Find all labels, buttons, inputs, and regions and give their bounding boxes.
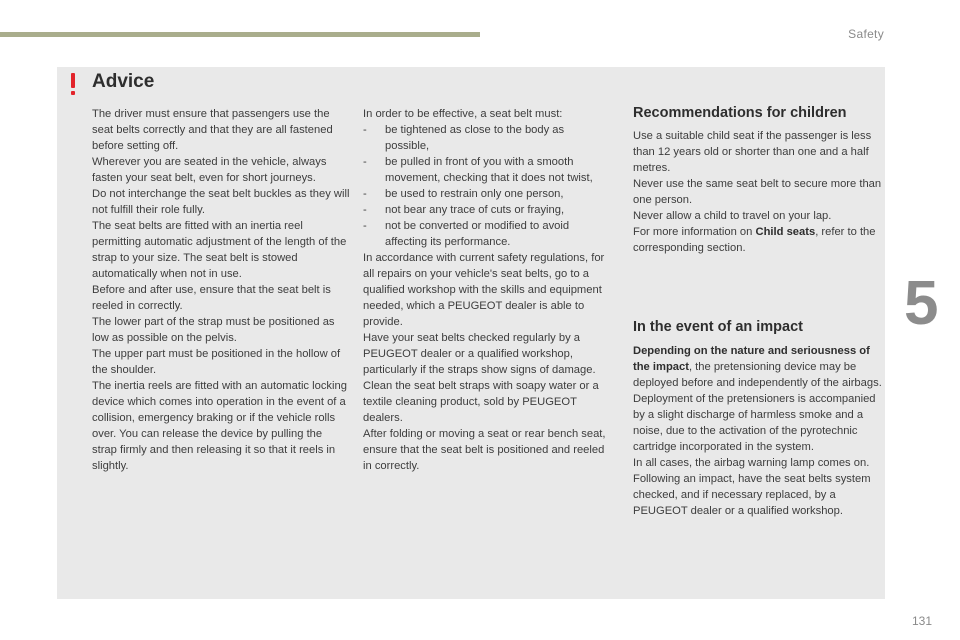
header-accent-bar — [0, 32, 480, 37]
list-item: - not bear any trace of cuts or fraying, — [363, 204, 565, 216]
paragraph: The lower part of the strap must be positioned as low as possible on the pelvis. — [92, 316, 335, 344]
recommendations-body — [633, 128, 883, 256]
impact-body — [633, 343, 883, 519]
paragraph: After folding or moving a seat or rear bench seat, ensure that the seat belt is positioned and reeled in correctly. — [363, 428, 606, 472]
list-item: - be pulled in front of you with a smooth movement, checking that it does not twist, — [363, 156, 593, 184]
paragraph: The upper part must be positioned in the hollow of the shoulder. — [92, 348, 341, 376]
paragraph: Wherever you are seated in the vehicle, always fasten your seat belt, even for short journeys. — [92, 156, 327, 184]
paragraph: Depending on the nature and seriousness of the impact, the pretensioning device may be deployed before and independently of the airbags. Deployment of the pretensioners is accompanied by a slight discharge of harmless smoke and a noise, due to the activation of the pyrotechnic cartridge incorporated in the system. — [633, 345, 882, 453]
paragraph: Never allow a child to travel on your lap. — [633, 210, 832, 222]
list-item: - not be converted or modified to avoid affecting its performance. — [363, 220, 570, 248]
paragraph: For more information on Child seats, refer to the corresponding section. — [633, 226, 876, 254]
advice-title: Advice — [92, 71, 155, 92]
chapter-number: 5 — [904, 269, 939, 338]
paragraph: In order to be effective, a seat belt must: — [363, 108, 563, 120]
advice-column-1 — [92, 106, 350, 474]
paragraph: In all cases, the airbag warning lamp comes on. — [633, 457, 870, 469]
exclamation-icon — [66, 73, 80, 97]
paragraph: The seat belts are fitted with an inertia reel permitting automatic adjustment of the length of the strap to your size. The seat belt is stowed automatically when not in use. — [92, 220, 347, 280]
list-item: - be tightened as close to the body as possible, — [363, 124, 565, 152]
child-seats-reference: Child seats — [755, 226, 816, 238]
requirements-list — [363, 122, 608, 250]
page-number: 131 — [912, 614, 933, 628]
paragraph: The driver must ensure that passengers use the seat belts correctly and that they are all fastened before setting off. — [92, 108, 333, 152]
impact-heading: In the event of an impact — [633, 319, 803, 335]
paragraph: Never use the same seat belt to secure more than one person. — [633, 178, 882, 206]
paragraph: Clean the seat belt straps with soapy water or a textile cleaning product, sold by PEUGEOT dealers. — [363, 380, 599, 424]
advice-column-2 — [363, 106, 608, 474]
paragraph: Use a suitable child seat if the passenger is less than 12 years old or shorter than one and a half metres. — [633, 130, 872, 174]
paragraph: Following an impact, have the seat belts system checked, and if necessary replaced, by a PEUGEOT dealer or a qualified workshop. — [633, 473, 871, 517]
paragraph: Before and after use, ensure that the seat belt is reeled in correctly. — [92, 284, 331, 312]
list-item: - be used to restrain only one person, — [363, 188, 564, 200]
paragraph: Have your seat belts checked regularly by a PEUGEOT dealer or a qualified workshop, particularly if the straps show signs of damage. — [363, 332, 596, 376]
paragraph: In accordance with current safety regulations, for all repairs on your vehicle's seat belts, go to a qualified workshop with the skills and equipment needed, which a PEUGEOT dealer is able to provide. — [363, 252, 605, 328]
section-label: Safety — [848, 27, 884, 41]
paragraph: The inertia reels are fitted with an automatic locking device which comes into operation in the event of a collision, emergency braking or if the vehicle rolls over. You can release the device by pulling the strap firmly and then releasing it so that it reels in slightly. — [92, 380, 347, 472]
recommendations-heading: Recommendations for children — [633, 105, 847, 121]
paragraph: Do not interchange the seat belt buckles as they will not fulfill their role fully. — [92, 188, 350, 216]
